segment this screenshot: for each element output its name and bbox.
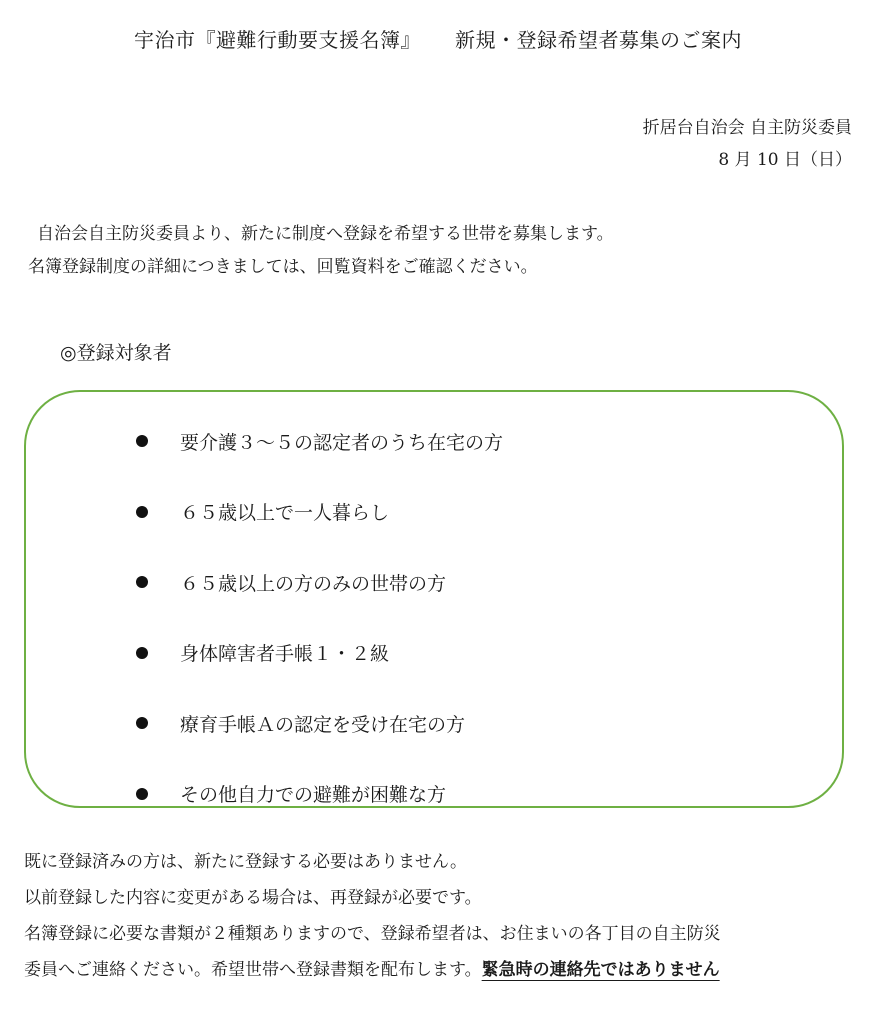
list-item-label: 身体障害者手帳１・２級 [180,643,390,666]
bullet-icon [136,788,148,800]
intro-line-2: 名簿登録制度の詳細につきましては、回覧資料をご確認ください。 [28,257,538,277]
list-item-label: 療育手帳Ａの認定を受け在宅の方 [180,713,466,736]
note-line-2: 以前登録した内容に変更がある場合は、再登録が必要です。 [24,888,482,908]
document-title [0,24,876,53]
note-line-4 [24,952,721,988]
list-item-label: ６５歳以上で一人暮らし [180,502,390,525]
bullet-icon [136,506,148,518]
issue-date: 8 月 10 日（日） [718,150,852,170]
list-item [136,547,503,618]
issuer-block [643,112,852,176]
intro-line-1: 自治会自主防災委員より、新たに制度へ登録を希望する世帯を募集します。 [37,224,614,244]
issuer-organization: 折居台自治会 自主防災委員 [642,118,852,138]
list-item [136,688,503,759]
emergency-disclaimer: 緊急時の連絡先ではありません [481,960,720,980]
target-box [24,390,844,808]
list-item [136,477,503,548]
intro-paragraph [28,218,614,284]
list-item [136,618,503,689]
list-item-label: ６５歳以上の方のみの世帯の方 [180,572,447,595]
target-list [136,406,503,829]
note-line-3: 名簿登録に必要な書類が２種類ありますので、登録希望者は、お住まいの各丁目の自主防災 [24,924,721,944]
notes-paragraph [24,844,721,988]
list-item [136,406,503,477]
title-sub: 新規・登録希望者募集のご案内 [455,28,742,52]
bullet-icon [136,647,148,659]
note-line-1: 既に登録済みの方は、新たに登録する必要はありません。 [24,852,468,872]
bullet-icon [136,576,148,588]
bullet-icon [136,435,148,447]
bullet-icon [136,717,148,729]
note-line-4-text: 委員へご連絡ください。希望世帯へ登録書類を配布します。 [24,960,482,980]
title-main: 宇治市『避難行動要支援名簿』 [134,28,421,52]
target-heading: ◎登録対象者 [60,342,172,364]
list-item-label: その他自力での避難が困難な方 [180,784,447,807]
list-item [136,759,503,830]
list-item-label: 要介護３～５の認定者のうち在宅の方 [180,431,504,454]
